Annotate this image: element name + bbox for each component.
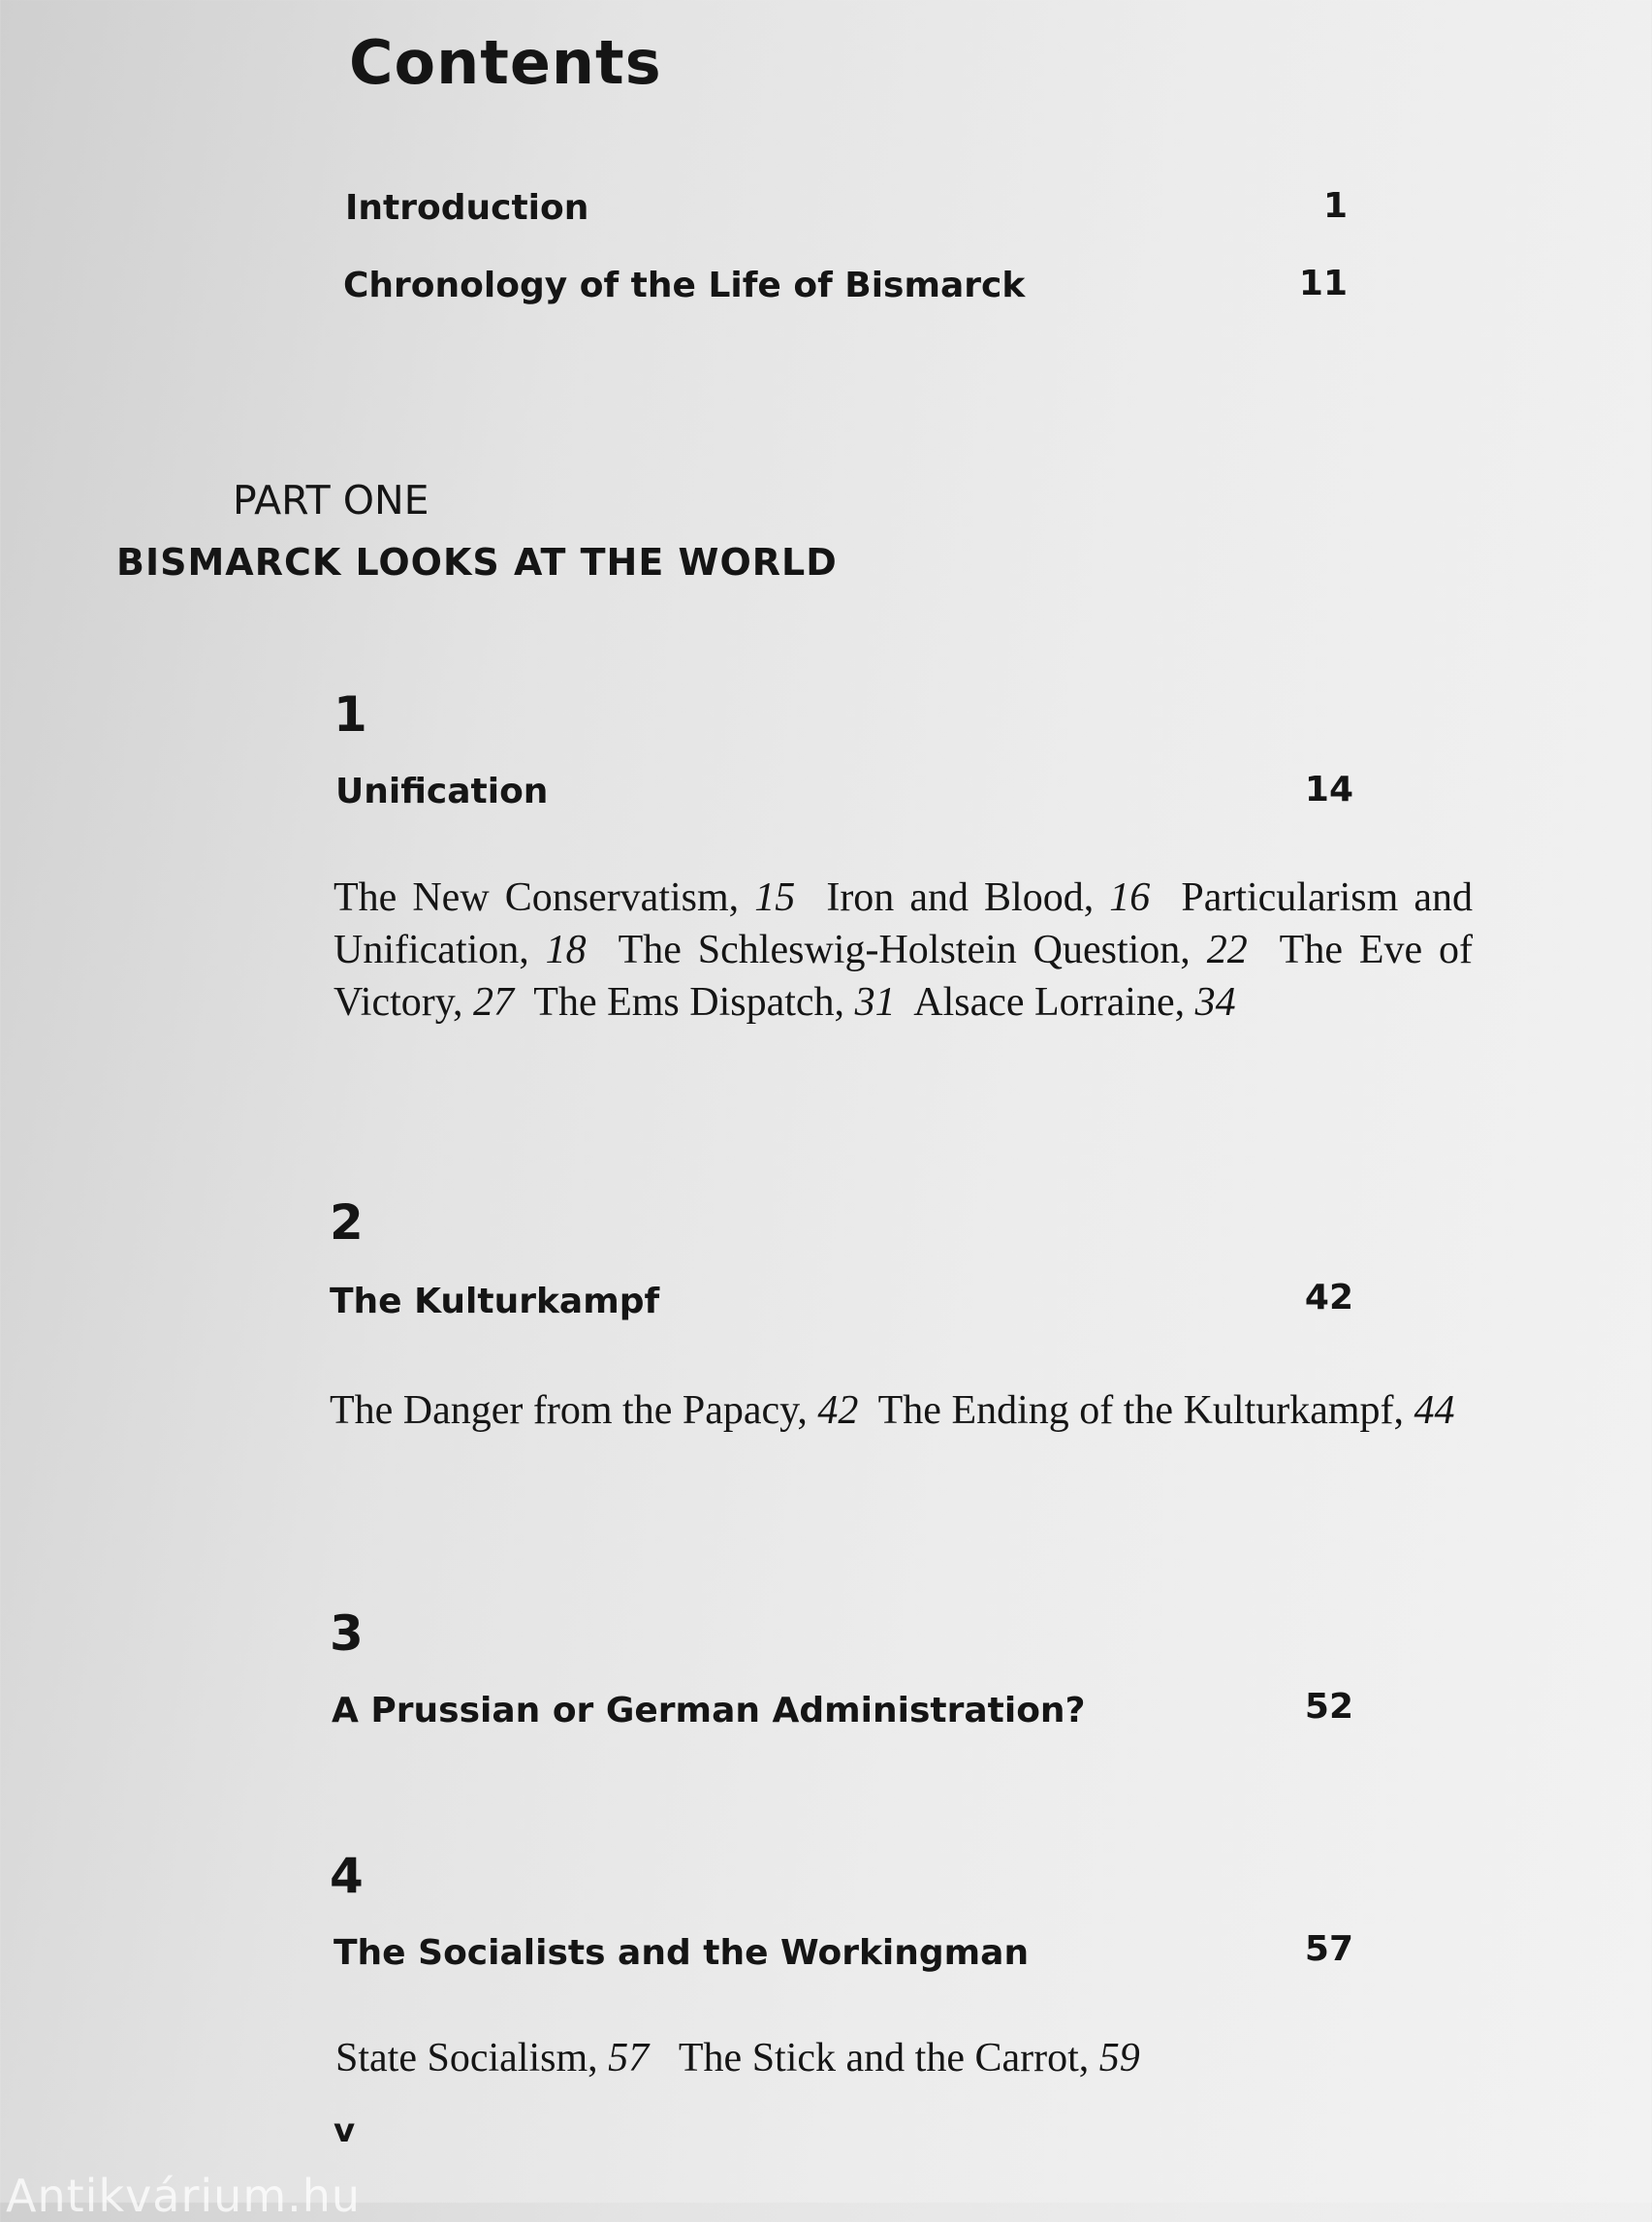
chapter-number: 4 [330, 1848, 364, 1904]
chapter-number: 1 [334, 686, 367, 743]
chapter-page: 52 [1304, 1687, 1353, 1727]
watermark: Antikvárium.hu [6, 2170, 362, 2222]
section-page: 27 [473, 980, 515, 1025]
part-title: BISMARCK LOOKS AT THE WORLD [116, 541, 838, 584]
chapter-title: The Socialists and the Workingman [334, 1933, 1030, 1973]
toc-entry-chronology: Chronology of the Life of Bismarck [343, 266, 1026, 305]
toc-page-chronology: 11 [1298, 264, 1348, 303]
section-page: 57 [608, 2036, 650, 2080]
section-entry: Alsace Lorraine, [913, 980, 1186, 1025]
section-entry: The Danger from the Papacy, [330, 1388, 808, 1433]
chapter-title: Unification [335, 772, 549, 811]
section-page: 34 [1194, 980, 1236, 1025]
toc-page-introduction: 1 [1322, 186, 1348, 226]
page-title: Contents [349, 27, 662, 98]
section-page: 18 [545, 928, 587, 972]
section-page: 16 [1109, 875, 1151, 920]
part-label: PART ONE [233, 477, 429, 524]
section-entry: Particularism and Unification, [334, 875, 1473, 972]
section-page: 59 [1098, 2036, 1140, 2080]
section-entry: Iron and Blood, [826, 875, 1095, 920]
chapter-page: 42 [1304, 1278, 1353, 1317]
section-entry: The Stick and the Carrot, [678, 2036, 1090, 2080]
section-page: 31 [854, 980, 896, 1025]
chapter-title: A Prussian or German Administration? [332, 1691, 1086, 1730]
section-page: 15 [754, 875, 796, 920]
section-entry: The Ems Dispatch, [533, 980, 845, 1025]
chapter-page: 57 [1304, 1929, 1353, 1969]
section-entry: The Schleswig-Holstein Question, [618, 928, 1191, 972]
chapter-contents [330, 1384, 1469, 1437]
section-page: 44 [1414, 1388, 1455, 1433]
section-entry: State Socialism, [335, 2036, 598, 2080]
chapter-page: 14 [1304, 770, 1353, 809]
section-entry: The Ending of the Kulturkampf, [877, 1388, 1405, 1433]
chapter-number: 2 [330, 1194, 364, 1251]
section-page: 22 [1206, 928, 1248, 972]
chapter-title: The Kulturkampf [330, 1282, 660, 1321]
chapter-contents [335, 2032, 1475, 2084]
section-page: 42 [817, 1388, 859, 1433]
chapter-number: 3 [330, 1605, 364, 1662]
chapter-contents [334, 872, 1473, 1029]
toc-entry-introduction: Introduction [345, 188, 589, 228]
section-entry: The Eve of Victory, [334, 928, 1473, 1025]
page-folio: v [334, 2111, 356, 2150]
section-entry: The New Conservatism, [334, 875, 740, 920]
